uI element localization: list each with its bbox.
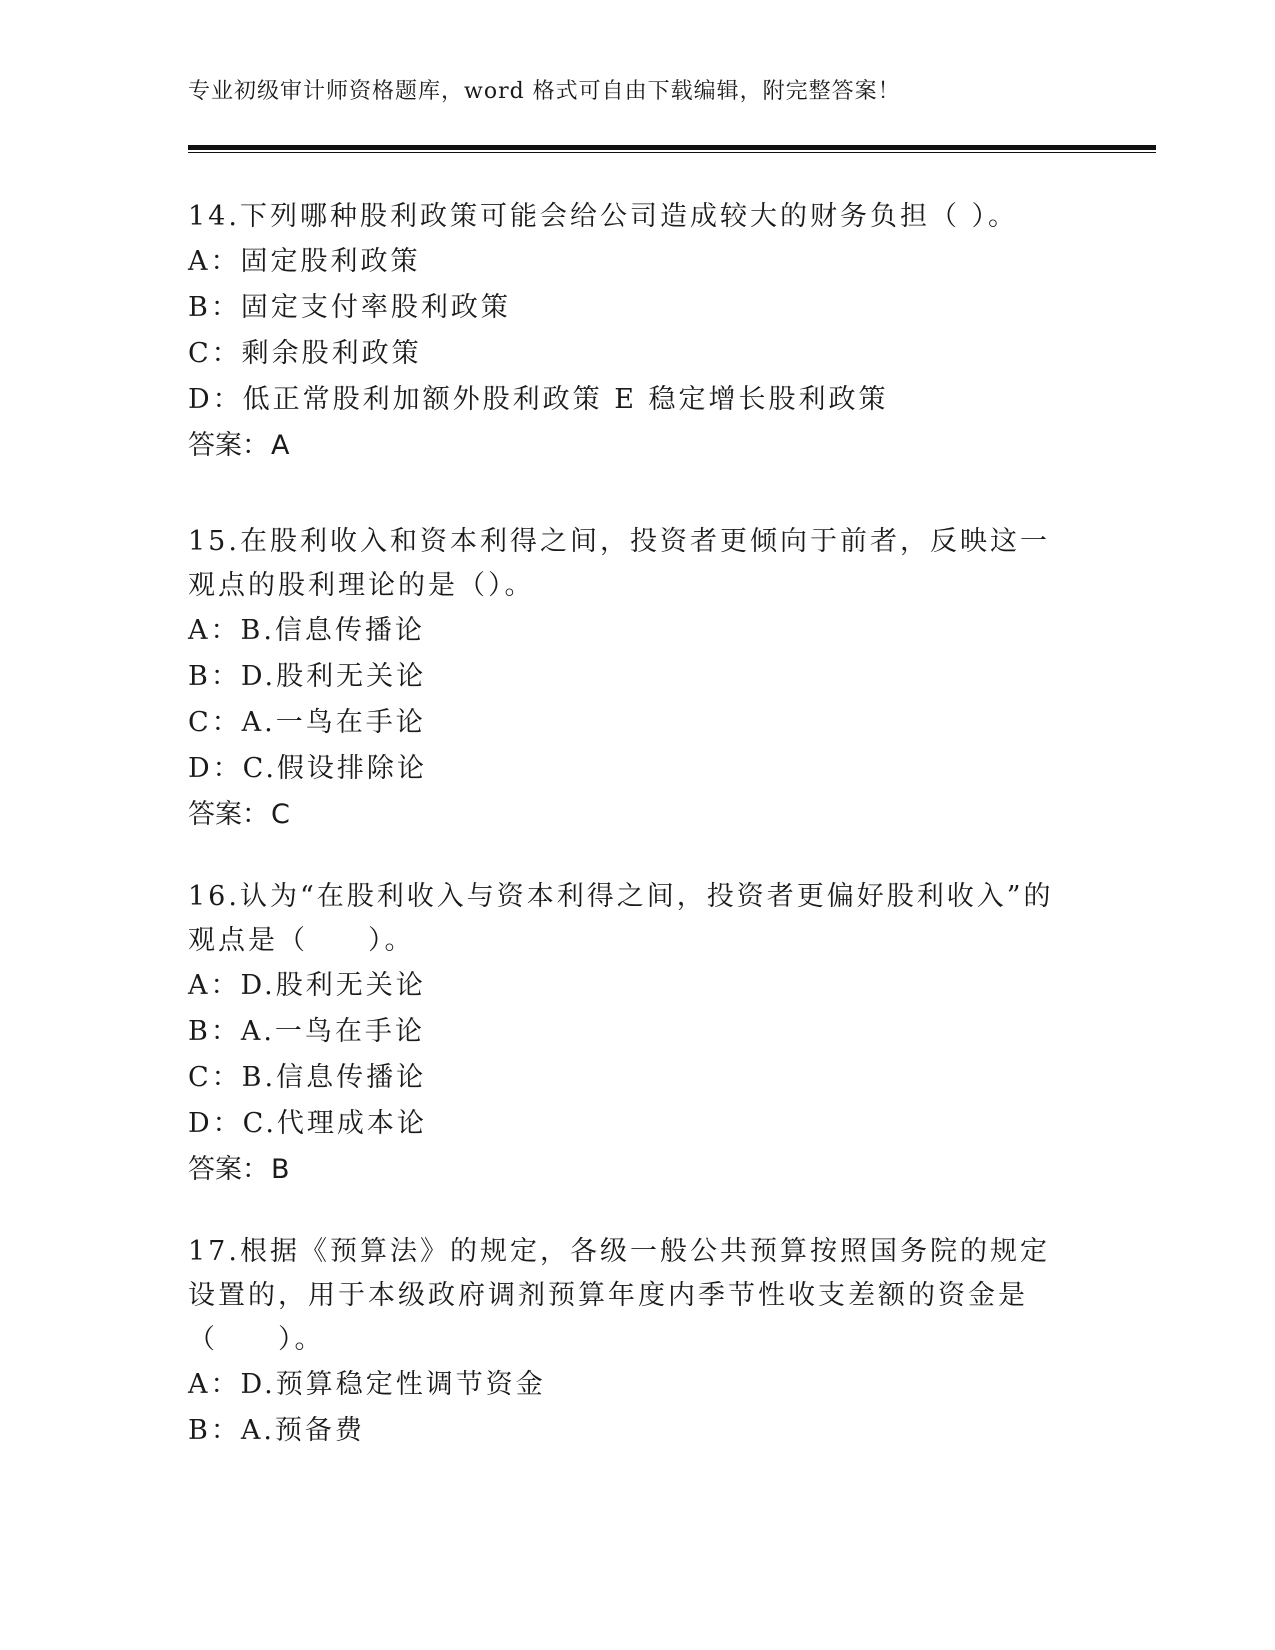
- option-b: B：A.预备费: [188, 1415, 365, 1446]
- option-d: D：C.假设排除论: [188, 753, 427, 784]
- option-a: A：D.股利无关论: [188, 970, 426, 1001]
- question-17: [188, 1230, 1078, 1454]
- option-b: B：固定支付率股利政策: [188, 292, 511, 323]
- option-d: D：低正常股利加额外股利政策 E 稳定增长股利政策: [188, 384, 889, 415]
- header-rule-thin: [188, 152, 1156, 153]
- question-stem: 14.下列哪种股利政策可能会给公司造成较大的财务负担（ ）。: [188, 201, 1019, 232]
- answer-line: [188, 1147, 1078, 1193]
- option-c: C：A.一鸟在手论: [188, 707, 426, 738]
- header-rule-thick: [188, 145, 1156, 150]
- page-header: 专业初级审计师资格题库，word 格式可自由下载编辑，附完整答案！: [188, 79, 901, 104]
- option-a: A：D.预算稳定性调节资金: [188, 1369, 546, 1400]
- answer-value: B: [271, 1154, 290, 1185]
- question-stem: 16.认为“在股利收入与资本利得之间，投资者更偏好股利收入”的观点是（ ）。: [188, 881, 1054, 956]
- option-c: C：剩余股利政策: [188, 338, 422, 369]
- answer-value: A: [271, 430, 290, 461]
- option-a: A：固定股利政策: [188, 246, 421, 277]
- question-stem: 15.在股利收入和资本利得之间，投资者更倾向于前者，反映这一观点的股利理论的是（）。: [188, 526, 1050, 601]
- answer-line: [188, 792, 1078, 838]
- answer-label: 答案：: [188, 1154, 269, 1185]
- answer-line: [188, 423, 1078, 469]
- question-14: [188, 195, 1078, 469]
- option-d: D：C.代理成本论: [188, 1108, 427, 1139]
- answer-label: 答案：: [188, 430, 269, 461]
- question-15: [188, 520, 1078, 838]
- answer-value: C: [271, 799, 290, 830]
- question-16: [188, 875, 1078, 1193]
- option-a: A：B.信息传播论: [188, 615, 425, 646]
- option-b: B：D.股利无关论: [188, 661, 427, 692]
- question-stem: 17.根据《预算法》的规定，各级一般公共预算按照国务院的规定设置的，用于本级政府调剂预算年度内季节性收支差额的资金是（ ）。: [188, 1236, 1050, 1355]
- option-c: C：B.信息传播论: [188, 1062, 427, 1093]
- answer-label: 答案：: [188, 799, 269, 830]
- option-b: B：A.一鸟在手论: [188, 1016, 425, 1047]
